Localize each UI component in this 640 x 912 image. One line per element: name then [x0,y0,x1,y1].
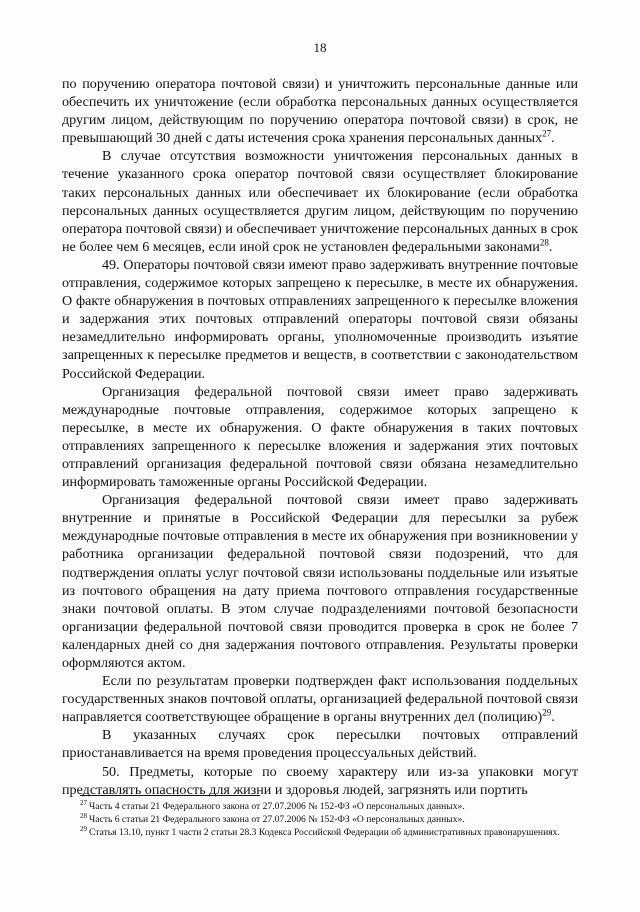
paragraph-text: Организация федеральной почтовой связи имеет право задерживать международные почтовые отправления, содержимое которых запрещено к пересылке, в месте их обнаружения. О факте обнаружения в таких почтовых отправлениях запрещенного к пересылке вложения и задержания этих почтовых отправлений организация федеральной почтовой связи обязана незамедлительно информировать таможенные органы Российской Федерации. [62,383,578,491]
paragraph [62,726,578,762]
paragraph [62,256,578,383]
footnote [62,826,578,839]
paragraph-end: . [551,709,555,726]
footnote-ref[interactable]: 27 [542,128,552,139]
paragraph-text: В указанных случаях срок пересылки почтовых отправлений приостанавливается на время проведения процессуальных действий. [62,727,578,762]
footnote-text: Часть 4 статьи 21 Федерального закона от 27.07.2006 № 152-ФЗ «О персональных данных». [89,801,465,812]
footnote-number: 27 [80,798,87,807]
paragraph [62,763,578,799]
paragraph-end: . [551,130,555,147]
paragraph-text: В случае отсутствия возможности уничтожения персональных данных в течение указанного срока оператор почтовой связи осуществляет блокирование таких персональных данных или обеспечивает их блокирование (если обработка персональных данных осуществляется другим лицом, действующим по поручению оператора почтовой связи) и обеспечивает уничтожение персональных данных в срок не более чем 6 месяцев, если иной срок не установлен федеральными законами [62,148,578,255]
paragraph-text: 50. Предметы, которые по своему характеру или из-за упаковки могут представлять опасность для жизни и здоровья людей, загрязнять или портить [62,763,578,798]
paragraph [62,491,578,672]
paragraph [62,672,578,726]
paragraph-end: . [548,238,553,255]
paragraph-text: 49. Операторы почтовой связи имеют право задерживать внутренние почтовые отправления, содержимое которых запрещено к пересылке, в месте их обнаружения. О факте обнаружения в почтовых отправлениях запрещенного к пересылке вложения и задержания этих почтовых отправлений операторы почтовой связи обязаны незамедлительно информировать органы, уполномоченные производить изъятие запрещенных к пересылке предметов и веществ, в соответствии с законодательством Российской Федерации. [62,256,578,382]
footnote-text: Статья 13.10, пункт 1 части 2 статьи 28.3 Кодекса Российской Федерации об административных правонарушениях. [89,827,560,838]
footnote-ref[interactable]: 28 [539,237,549,248]
footnote-ref[interactable]: 29 [542,707,552,718]
footnote [62,813,578,826]
footnote-number: 28 [80,811,87,820]
paragraph [62,147,578,256]
paragraph [62,383,578,492]
body-text [62,75,578,799]
paragraph [62,75,578,147]
footnote [62,800,578,813]
paragraph-text: по поручению оператора почтовой связи) и уничтожить персональные данные или обеспечить их уничтожение (если обработка персональных данных осуществляется другим лицом, действующим по поручению оператора почтовой связи) в срок, не превышающий 30 дней с даты истечения срока хранения персональных данных [62,76,578,147]
footnote-text: Часть 6 статьи 21 Федерального закона от 27.07.2006 № 152-ФЗ «О персональных данных». [89,814,465,825]
paragraph-text: Если по результатам проверки подтвержден факт использования поддельных государственных знаков почтовой оплаты, организацией федеральной почтовой связи направляется соответствующее обращение в органы внутренних дел (полицию) [62,673,578,726]
footnote-number: 29 [80,824,87,833]
page-number: 18 [313,40,327,55]
paragraph-text: Организация федеральной почтовой связи имеет право задерживать внутренние и принятые в Российской Федерации для пересылки за рубеж международные почтовые отправления в месте их обнаружения при возникновении у работника организации федеральной почтовой связи подозрений, что для подтверждения оплаты услуг почтовой связи использованы поддельные или изъятые из почтового обращения на дату приема почтового отправления государственные знаки почтовой оплаты. В этом случае подразделениями почтовой безопасности организации федеральной почтовой связи проводится проверка в срок не более 7 календарных дней со дня задержания почтового отправления. Результаты проверки оформляются актом. [62,492,578,671]
footnotes [62,800,578,839]
footnote-divider [80,795,260,796]
